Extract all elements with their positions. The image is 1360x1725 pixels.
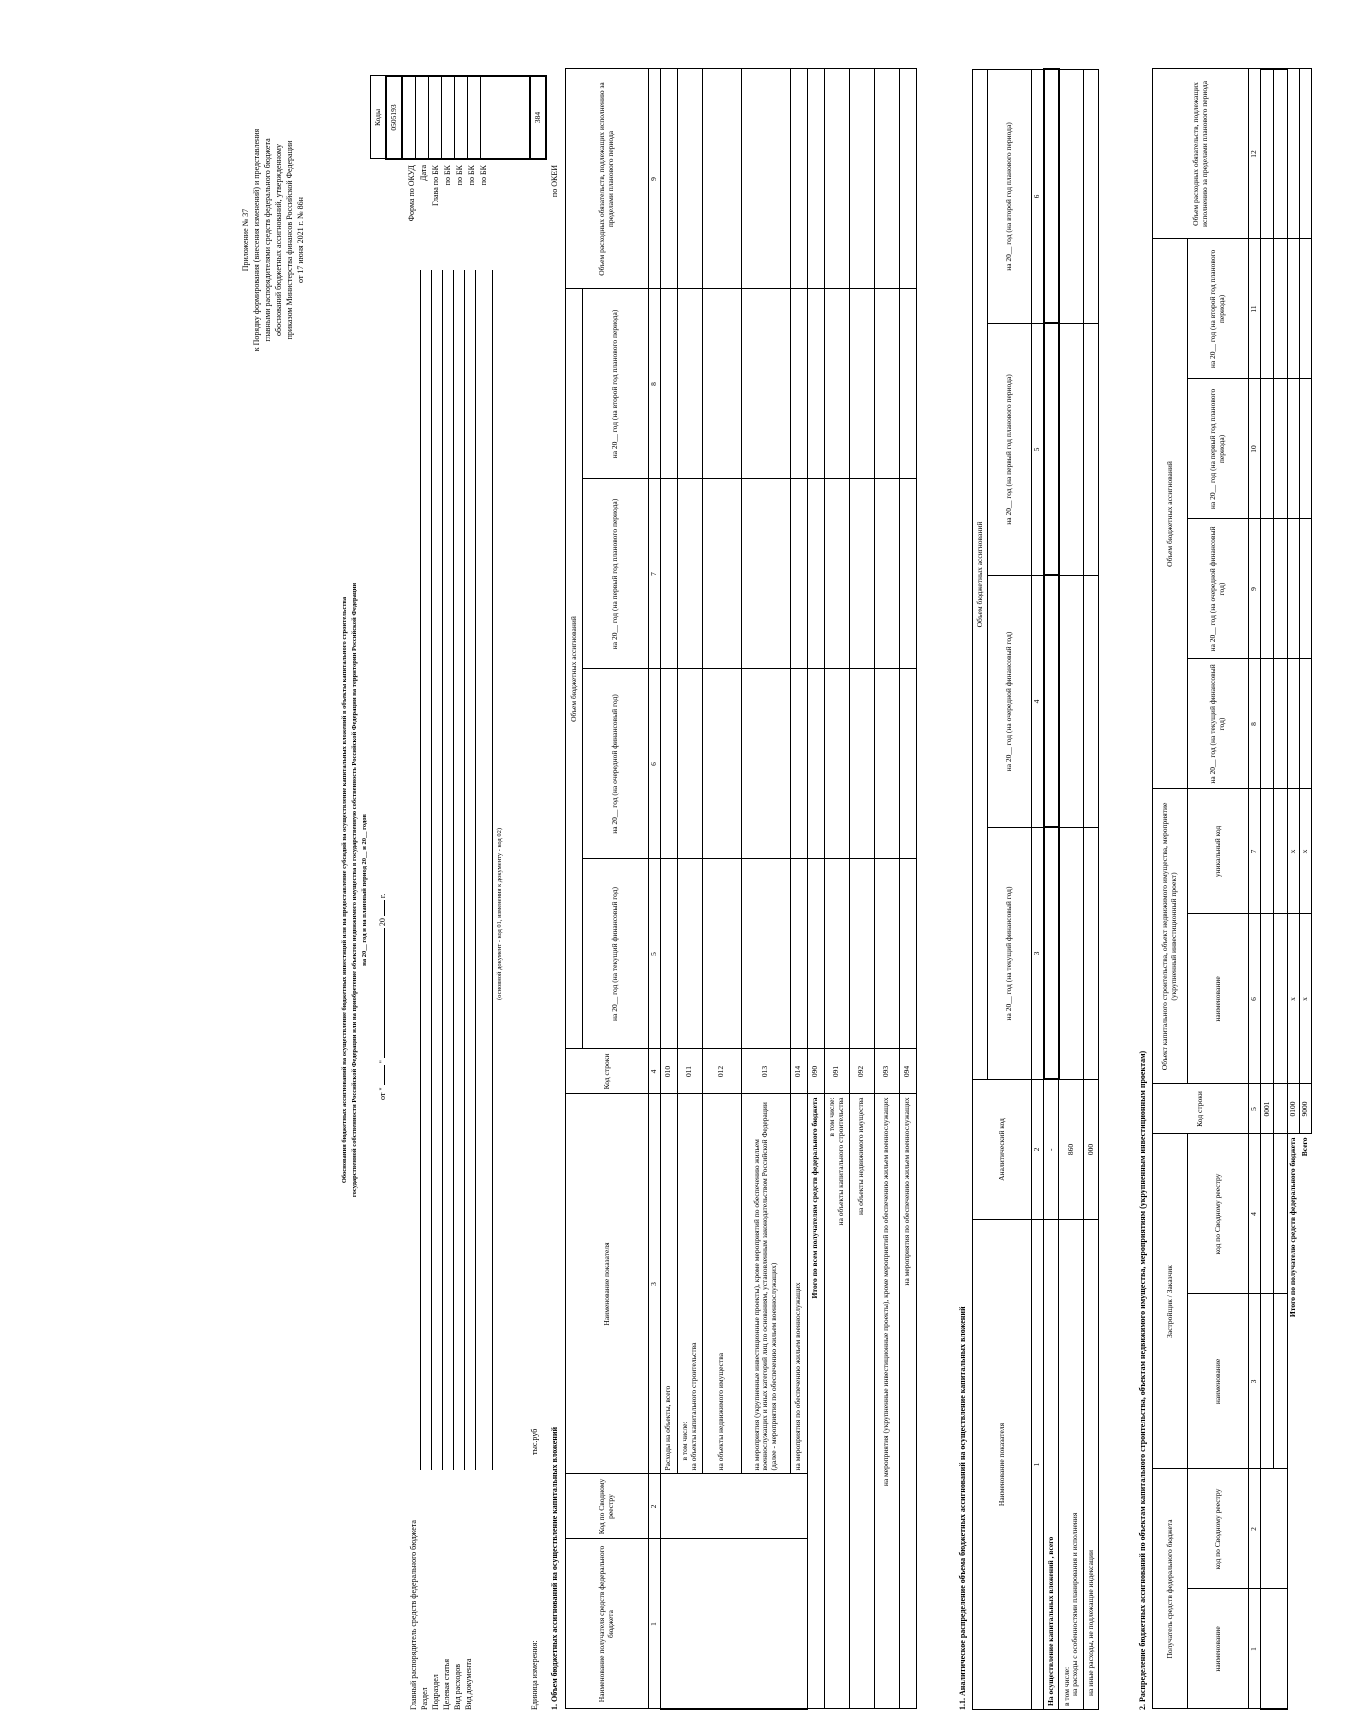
table-row xyxy=(807,69,824,1709)
col-year-current: на 20__ год (на текущий финансовый год) xyxy=(583,859,649,1049)
table-row xyxy=(874,69,899,1709)
col-num: 3 xyxy=(1249,1294,1261,1469)
col-num: 9 xyxy=(649,69,661,289)
col-num: 9 xyxy=(1249,519,1261,659)
col-num: 8 xyxy=(649,289,661,479)
appendix-line: главными распорядителями средств федерального бюджета xyxy=(263,138,272,342)
bk-label: по БК xyxy=(455,165,464,186)
col-num: 11 xyxy=(1249,239,1261,379)
col-num: 6 xyxy=(1032,70,1044,324)
total-all-label: Всего xyxy=(1300,1137,1310,1157)
unit-value: тыс.руб xyxy=(530,1428,539,1455)
field-label: Раздел xyxy=(420,1687,429,1710)
section1-title: 1. Объем бюджетных ассигнований на осуществление капитальных вложений xyxy=(550,1426,559,1710)
col-builder: Застройщик / Заказчик xyxy=(1153,1134,1188,1469)
row-code: 091 xyxy=(824,1049,849,1094)
table-row xyxy=(790,69,807,1709)
col-beyond: Объем расходных обязательств, подлежащих исполнению за пределами планового периода xyxy=(1153,69,1249,239)
col-unique-code: уникальный код xyxy=(1188,789,1249,914)
row-code: 010 xyxy=(660,1049,677,1094)
table-row xyxy=(1274,69,1288,1709)
row-name: на расходы с особенностями планирования и исполнения xyxy=(1070,1512,1080,1696)
row-name: на мероприятия (укрупненные инвестиционные проекты), кроме мероприятий по обеспечению жильем военнослужащих xyxy=(874,1094,899,1709)
bk-code xyxy=(468,76,481,159)
bk-code xyxy=(442,76,455,159)
row-name: на мероприятия по обеспечению жильем военнослужащих xyxy=(790,1094,807,1474)
table-row xyxy=(1084,70,1099,1710)
row-code: 093 xyxy=(874,1049,899,1094)
col-num: 7 xyxy=(1249,789,1261,914)
table-row xyxy=(1300,69,1312,1709)
unit-label: Единица измерения: xyxy=(530,1640,539,1710)
x-mark: x xyxy=(1287,789,1300,914)
section2-title: 2. Распределение бюджетных ассигнований по объектам капитального строительства, объектам недвижимого имущества, мероприятиям (укрупненным инвестиционным проектам) xyxy=(1138,1050,1147,1710)
bk-code xyxy=(429,76,442,159)
field-label: Главный распорядитель средств федерального бюджета xyxy=(409,1520,418,1710)
date-year: 20 xyxy=(378,918,387,927)
date-suffix: г. xyxy=(378,893,387,899)
builder-name-cell[interactable] xyxy=(1260,1294,1274,1469)
row-code: 014 xyxy=(790,1049,807,1094)
row-name: на мероприятия (укрупненные инвестиционные проекты), кроме мероприятий по обеспечению жильем военнослужащих и иных категорий лиц по основаниям, установленным законодательством Российской Федерации (далее - мероприятия по обеспечению жильем военнослужащих) xyxy=(741,1094,790,1474)
col-name: Наименование показателя xyxy=(973,1220,1032,1710)
fields-block xyxy=(408,1520,474,1710)
table-row xyxy=(899,69,916,1709)
table-row xyxy=(660,69,677,1709)
col-num: 1 xyxy=(1249,1589,1261,1709)
builder-code-cell[interactable] xyxy=(1260,1134,1274,1294)
field-label: Подраздел xyxy=(431,1674,440,1710)
date-label: Дата xyxy=(419,165,428,181)
col-object: Объект капитального строительства, объект недвижимого имущества, мероприятие (укрупненный инвестиционный проект) xyxy=(1153,789,1188,1084)
incl-label: в том числе: xyxy=(827,1097,836,1137)
bk-label: Глава по БК xyxy=(431,165,440,206)
col-object-name: наименование xyxy=(1188,914,1249,1084)
col-num: 6 xyxy=(1249,914,1261,1084)
table-row xyxy=(849,69,874,1709)
appendix-line: приказом Министерства финансов Российской Федерации xyxy=(285,140,294,340)
codes-table xyxy=(370,75,547,160)
bk-code xyxy=(455,76,468,159)
col-num: 3 xyxy=(649,1094,661,1474)
row-code: 012 xyxy=(702,1049,741,1094)
row-name: на объекты капитального строительства xyxy=(688,1342,698,1471)
col-num: 5 xyxy=(1249,1084,1261,1134)
incl-label: в том числе: xyxy=(680,1421,689,1461)
col-volume: Объем бюджетных ассигнований xyxy=(1153,239,1188,789)
col-beyond: Объем расходных обязательств, подлежащих исполнению за пределами планового периода xyxy=(566,69,649,289)
table-row xyxy=(1044,70,1059,1710)
table-row xyxy=(1059,70,1084,1710)
document-kind-note: (основной документ - код 01, изменения к документу - код 02) xyxy=(496,827,503,1000)
row-code: 094 xyxy=(899,1049,916,1094)
row-name: Расходы на объекты, всего xyxy=(660,1094,677,1474)
row-code: 092 xyxy=(849,1049,874,1094)
col-num: 1 xyxy=(649,1539,661,1709)
col-year-current: на 20__ год (на текущий финансовый год) xyxy=(1188,659,1249,789)
date-code xyxy=(402,76,416,159)
section2-table xyxy=(1152,68,1312,1710)
col-analytic-code: Аналитический код xyxy=(973,1080,1032,1220)
row-code: 090 xyxy=(807,1049,824,1094)
col-num: 1 xyxy=(1032,1220,1044,1710)
col-num: 4 xyxy=(649,1049,661,1094)
col-year-next: на 20__ год (на очередной финансовый год) xyxy=(583,669,649,859)
col-volume: Объем бюджетных ассигнований xyxy=(973,70,988,1080)
col-num: 5 xyxy=(1032,324,1044,576)
col-code: Код по Сводному реестру xyxy=(566,1474,649,1539)
okei-label: по ОКЕИ xyxy=(550,165,559,198)
okud-label: Форма по ОКУД xyxy=(407,165,416,222)
row-name: на иные расходы, не подлежащие индексации xyxy=(1085,1550,1095,1696)
col-num: 2 xyxy=(649,1474,661,1539)
table-row xyxy=(677,69,702,1709)
col-name: Наименование показателя xyxy=(566,1094,649,1474)
x-mark: x xyxy=(1287,914,1300,1084)
col-num: 2 xyxy=(1249,1469,1261,1589)
title-line: государственной собственности Российской Федерации или на приобретение объектов недвижимого имущества в государственную собственность Российской Федерации на территории Российской Федерации xyxy=(351,582,358,1198)
col-num: 5 xyxy=(649,859,661,1049)
col-year-plan1: на 20__ год (на первый год планового периода) xyxy=(1188,379,1249,519)
row-code: 0100 xyxy=(1287,1084,1300,1134)
col-recipient: Наименование получателя средств федерального бюджета xyxy=(566,1539,649,1709)
bk-label: по БК xyxy=(443,165,452,186)
row-code: 011 xyxy=(677,1049,702,1094)
date-line xyxy=(378,894,387,1100)
field-label: Вид документа xyxy=(464,1658,473,1710)
row-code: 860 xyxy=(1059,1080,1084,1220)
col-year-plan2: на 20__ год (на второй год планового периода) xyxy=(583,289,649,479)
col-year-current: на 20__ год (на текущий финансовый год) xyxy=(988,828,1032,1080)
col-num: 2 xyxy=(1032,1080,1044,1220)
col-line: Код строки xyxy=(566,1049,649,1094)
col-year-plan2: на 20__ год (на второй год планового периода) xyxy=(1188,239,1249,379)
total-recipient-label: Итого по получателю средств федерального бюджета xyxy=(1288,1137,1298,1318)
table-row xyxy=(741,69,790,1709)
title-line: на 20__ год и на плановый период 20__ и 20__ годов xyxy=(361,814,368,966)
row-code: 013 xyxy=(741,1049,790,1094)
table-row xyxy=(702,69,741,1709)
row-name: На осуществление капитальных вложений , всего xyxy=(1044,1220,1059,1710)
col-line: Код строки xyxy=(1153,1084,1249,1134)
row-name: на объекты капитального строительства xyxy=(835,1097,845,1226)
col-year-plan1: на 20__ год (на первый год планового периода) xyxy=(583,479,649,669)
appendix-line: от 17 июня 2021 г. № 86н xyxy=(296,197,305,283)
col-builder-name: наименование xyxy=(1188,1294,1249,1469)
bk-code xyxy=(416,76,429,159)
codes-labels xyxy=(406,165,490,260)
table-row xyxy=(824,69,849,1709)
col-num: 12 xyxy=(1249,69,1261,239)
col-num: 3 xyxy=(1032,828,1044,1080)
field-label: Целевая статья xyxy=(442,1658,451,1710)
col-recipient-code: код по Сводному реестру xyxy=(1188,1469,1249,1589)
section1-table xyxy=(565,69,917,1711)
col-recipient: Получатель средств федерального бюджета xyxy=(1153,1469,1188,1709)
bk-label: по БК xyxy=(479,165,488,186)
x-mark: x xyxy=(1300,914,1312,1084)
total-label: Итого по всем получателям средств федерального бюджета xyxy=(807,1094,824,1709)
col-year-next: на 20__ год (на очередной финансовый год) xyxy=(988,576,1032,828)
field-label: Вид расходов xyxy=(453,1664,462,1710)
col-builder-code: код по Сводному реестру xyxy=(1188,1134,1249,1294)
row-name: на мероприятия по обеспечению жильем военнослужащих xyxy=(899,1094,916,1709)
date-from: от " xyxy=(378,1087,387,1100)
table-row xyxy=(1287,69,1300,1709)
document-title xyxy=(340,60,370,1720)
col-num: 4 xyxy=(1249,1134,1261,1294)
okud-code: 0505193 xyxy=(386,76,402,159)
date-quote: " xyxy=(378,1060,387,1064)
blank-code xyxy=(481,76,531,159)
row-code: 0001 xyxy=(1260,1084,1274,1134)
incl-label: в том числе: xyxy=(1061,1666,1071,1706)
row-name: на объекты недвижимого имущества xyxy=(702,1094,741,1474)
title-line: Обоснования бюджетных ассигнований на осуществление бюджетных инвестиций или на предоставление субсидий на осуществление капитальных вложений в объекты капитального строительства xyxy=(341,596,348,1184)
table-row xyxy=(1260,69,1274,1709)
document-page xyxy=(230,60,1360,1720)
row-name: на объекты недвижимого имущества xyxy=(849,1094,874,1709)
row-code: - xyxy=(1044,1080,1059,1220)
recipient-name-cell[interactable] xyxy=(1260,1589,1287,1709)
appendix-line: обоснований бюджетных ассигнований, утвержденному xyxy=(274,144,283,336)
section11-title: 1.1. Аналитическое распределение объема бюджетных ассигнований на осуществление капитальных вложений xyxy=(958,1306,967,1710)
appendix-line: к Порядку формирования (внесения изменений) и представления xyxy=(252,128,261,352)
registry-code-cell[interactable] xyxy=(660,1474,807,1539)
col-num: 8 xyxy=(1249,659,1261,789)
okei-code: 384 xyxy=(530,76,546,159)
row-code: 000 xyxy=(1084,1080,1099,1220)
appendix-block xyxy=(240,70,306,410)
col-year-plan1: на 20__ год (на первый год планового периода) xyxy=(988,324,1032,576)
x-mark: x xyxy=(1300,789,1312,914)
col-year-next: на 20__ год (на очередной финансовый год) xyxy=(1188,519,1249,659)
section11-table xyxy=(972,69,1099,1711)
col-num: 10 xyxy=(1249,379,1261,519)
codes-header: Коды xyxy=(371,76,387,159)
col-num: 6 xyxy=(649,669,661,859)
col-year-plan2: на 20__ год (на второй год планового периода) xyxy=(988,70,1032,324)
col-volume: Объем бюджетных ассигнований xyxy=(566,289,583,1049)
col-num: 7 xyxy=(649,479,661,669)
row-code: 9000 xyxy=(1300,1084,1312,1134)
recipient-code-cell[interactable] xyxy=(1260,1469,1287,1589)
recipient-cell[interactable] xyxy=(660,1539,807,1709)
col-num: 4 xyxy=(1032,576,1044,828)
col-recipient-name: наименование xyxy=(1188,1589,1249,1709)
appendix-line: Приложение № 37 xyxy=(241,208,250,272)
bk-label: по БК xyxy=(467,165,476,186)
